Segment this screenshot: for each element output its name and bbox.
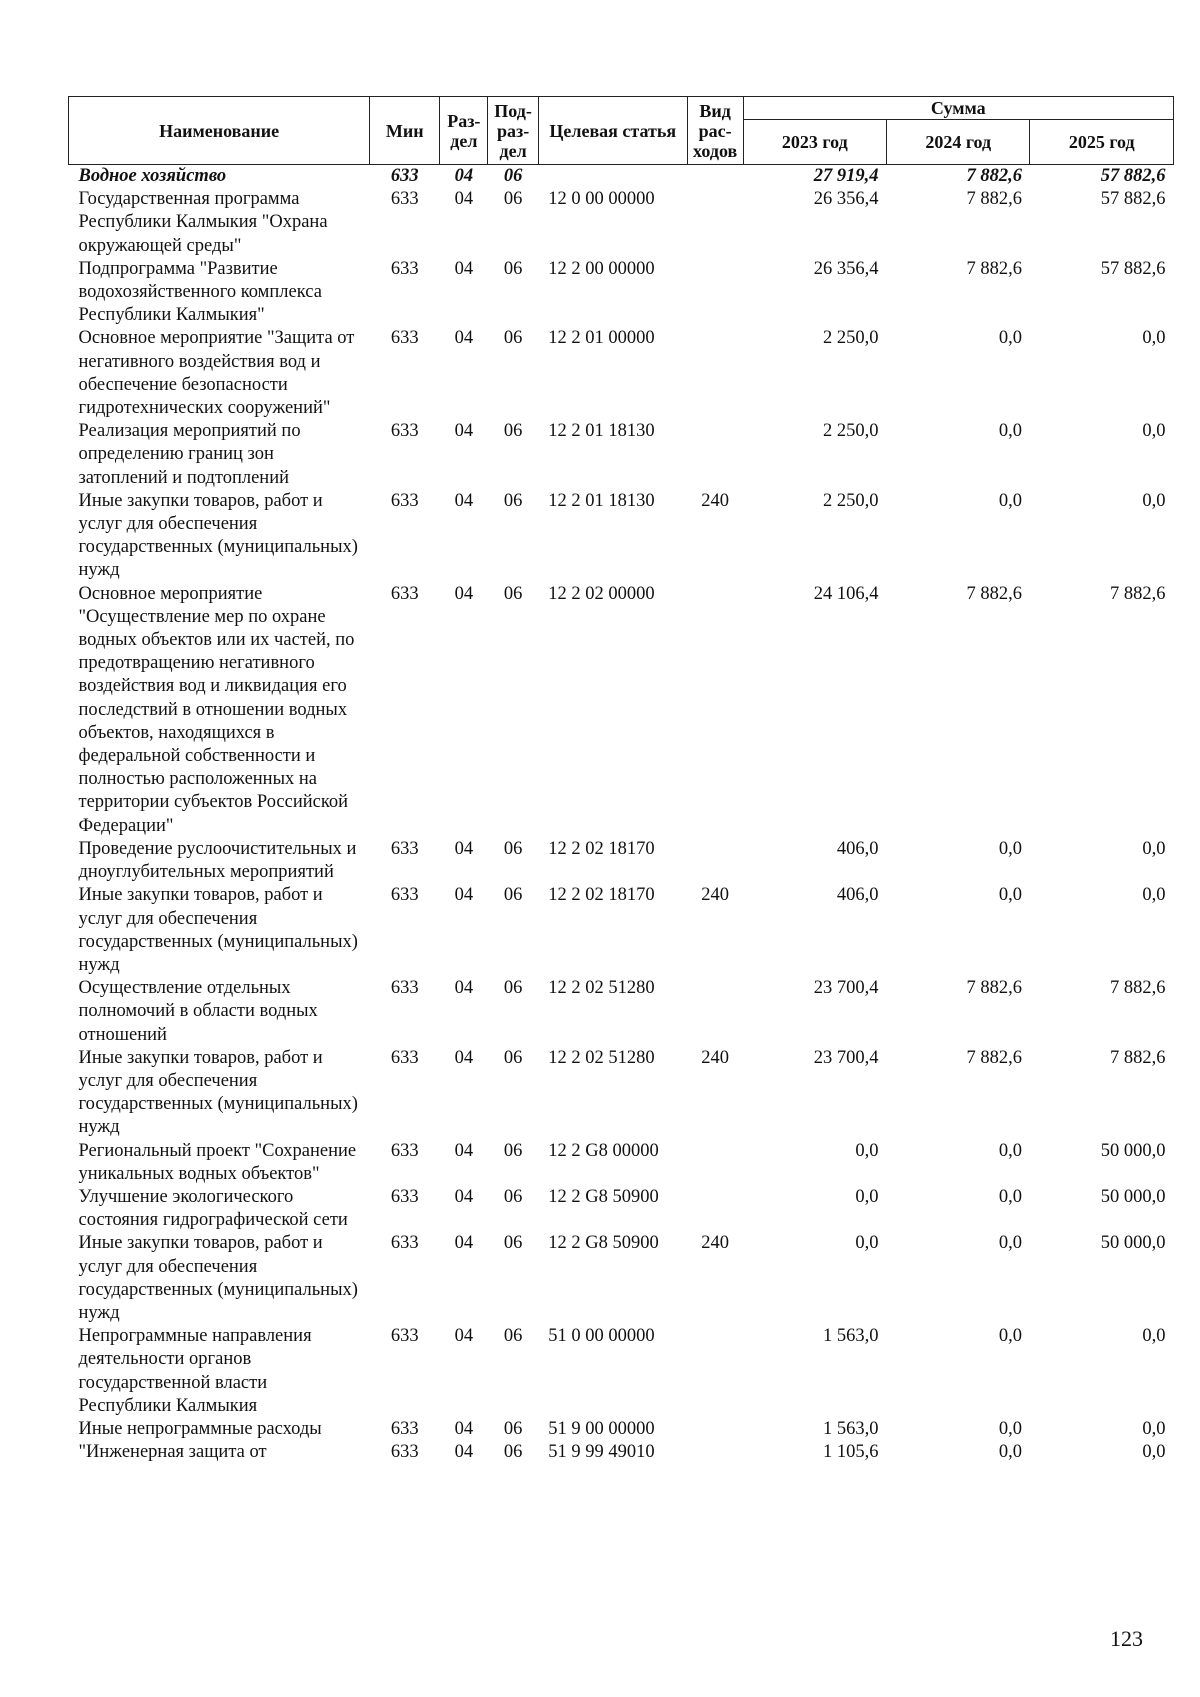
row-sum-2023: 2 250,0 <box>823 421 879 442</box>
row-razdel: 04 <box>454 1442 474 1463</box>
row-name: Иные закупки товаров, работ и услуг для обеспечения государственных (муниципальных) нужд <box>78 490 358 581</box>
row-min: 633 <box>390 583 419 604</box>
row-name: Осуществление отдельных полномочий в области водных отношений <box>78 978 318 1045</box>
row-vid-rashodov <box>687 165 743 189</box>
table-header <box>69 97 1174 165</box>
row-sum-2023: 0,0 <box>855 1186 879 1207</box>
row-razdel: 04 <box>454 1140 474 1161</box>
table-row <box>69 583 1174 838</box>
row-name: Государственная программа Республики Калмыкия "Охрана окружающей среды" <box>78 189 328 256</box>
row-sum-2023: 406,0 <box>836 838 879 859</box>
row-sum-2025: 50 000,0 <box>1100 1186 1166 1207</box>
row-razdel: 04 <box>454 490 474 511</box>
row-sum-2025: 57 882,6 <box>1100 258 1166 279</box>
row-sum-2023: 1 105,6 <box>823 1442 879 1463</box>
header-year-2025: 2025 год <box>1030 120 1174 165</box>
page-number: 123 <box>1110 1626 1143 1651</box>
table-row <box>69 327 1174 420</box>
row-name: Водное хозяйство <box>78 166 227 186</box>
table-row <box>69 1441 1174 1464</box>
row-sum-2023: 24 106,4 <box>813 583 879 604</box>
row-sum-2025: 0,0 <box>1142 1418 1166 1439</box>
row-sum-2023: 26 356,4 <box>813 189 879 210</box>
row-sum-2024: 0,0 <box>998 328 1022 349</box>
row-sum-2024: 0,0 <box>998 1418 1022 1439</box>
row-sum-2024: 0,0 <box>998 1140 1022 1161</box>
row-min: 633 <box>390 885 419 906</box>
table-row <box>69 1140 1174 1186</box>
row-podrazdel: 06 <box>503 1047 523 1068</box>
row-tselevaya-statya: 12 2 02 51280 <box>548 978 655 999</box>
header-tselevaya-statya: Целевая статья <box>538 97 687 165</box>
row-min: 633 <box>390 838 419 859</box>
row-min: 633 <box>390 166 419 186</box>
budget-table-page <box>68 96 1174 1464</box>
row-razdel: 04 <box>454 978 474 999</box>
row-podrazdel: 06 <box>503 978 523 999</box>
row-razdel: 04 <box>454 421 474 442</box>
row-name: "Инженерная защита от <box>78 1442 267 1463</box>
row-vid-rashodov <box>687 1441 743 1464</box>
row-sum-2023: 406,0 <box>836 885 879 906</box>
row-sum-2024: 0,0 <box>998 490 1022 511</box>
row-vid-rashodov <box>687 327 743 420</box>
row-podrazdel: 06 <box>503 1140 523 1161</box>
row-vid-rashodov <box>687 1325 743 1418</box>
row-podrazdel: 06 <box>503 1326 523 1347</box>
row-vid-rashodov <box>687 188 743 258</box>
row-vid-rashodov <box>687 1418 743 1441</box>
row-min: 633 <box>390 1233 419 1254</box>
budget-table <box>68 96 1174 1464</box>
row-sum-2024: 0,0 <box>998 1442 1022 1463</box>
table-row <box>69 1418 1174 1441</box>
row-tselevaya-statya: 12 2 01 18130 <box>548 490 655 511</box>
row-podrazdel: 06 <box>503 838 523 859</box>
row-razdel: 04 <box>454 189 474 210</box>
row-sum-2024: 0,0 <box>998 838 1022 859</box>
row-sum-2023: 27 919,4 <box>813 166 879 186</box>
row-name: Региональный проект "Сохранение уникальных водных объектов" <box>78 1140 357 1184</box>
row-vid-rashodov <box>687 583 743 838</box>
row-min: 633 <box>390 1442 419 1463</box>
row-tselevaya-statya: 12 0 00 00000 <box>548 189 655 210</box>
row-sum-2024: 7 882,6 <box>966 258 1022 279</box>
row-sum-2025: 50 000,0 <box>1100 1233 1166 1254</box>
row-sum-2023: 0,0 <box>855 1140 879 1161</box>
row-sum-2025: 50 000,0 <box>1100 1140 1166 1161</box>
row-tselevaya-statya: 12 2 02 00000 <box>548 583 655 604</box>
row-tselevaya-statya <box>538 165 687 189</box>
row-podrazdel: 06 <box>503 328 523 349</box>
row-razdel: 04 <box>454 885 474 906</box>
row-name: Проведение руслоочистительных и дноуглубительных мероприятий <box>78 838 357 883</box>
row-tselevaya-statya: 51 0 00 00000 <box>548 1326 655 1347</box>
row-sum-2025: 0,0 <box>1142 421 1166 442</box>
table-body <box>69 165 1174 1465</box>
row-podrazdel: 06 <box>503 1442 523 1463</box>
table-row <box>69 258 1174 328</box>
row-tselevaya-statya: 12 2 G8 50900 <box>548 1186 659 1207</box>
row-min: 633 <box>390 1326 419 1347</box>
row-min: 633 <box>390 978 419 999</box>
row-sum-2025: 0,0 <box>1142 1442 1166 1463</box>
row-sum-2025: 7 882,6 <box>1110 1047 1166 1068</box>
row-podrazdel: 06 <box>503 1186 523 1207</box>
row-sum-2023: 23 700,4 <box>813 978 879 999</box>
row-min: 633 <box>390 328 419 349</box>
row-podrazdel: 06 <box>503 166 523 186</box>
table-row <box>69 188 1174 258</box>
row-sum-2025: 7 882,6 <box>1110 583 1166 604</box>
row-min: 633 <box>390 1047 419 1068</box>
table-row <box>69 884 1174 977</box>
row-min: 633 <box>390 258 419 279</box>
table-row <box>69 490 1174 583</box>
table-row <box>69 1186 1174 1232</box>
header-name: Наименование <box>69 97 370 165</box>
table-row <box>69 1047 1174 1140</box>
row-name: Основное мероприятие "Защита от негативного воздействия вод и обеспечение безопасности гидротехнических сооружений" <box>78 328 355 419</box>
row-razdel: 04 <box>454 1047 474 1068</box>
row-vid-rashodov <box>687 258 743 328</box>
row-sum-2024: 0,0 <box>998 1186 1022 1207</box>
row-vid-rashodov <box>687 1186 743 1232</box>
row-name: Иные закупки товаров, работ и услуг для обеспечения государственных (муниципальных) нужд <box>78 885 358 975</box>
row-vid-rashodov: 240 <box>701 885 730 906</box>
row-sum-2023: 26 356,4 <box>813 258 879 279</box>
row-sum-2023: 2 250,0 <box>823 490 879 511</box>
row-name: Иные закупки товаров, работ и услуг для обеспечения государственных (муниципальных) нужд <box>78 1233 358 1323</box>
row-sum-2024: 7 882,6 <box>966 189 1022 210</box>
row-sum-2024: 7 882,6 <box>966 583 1022 604</box>
row-sum-2023: 1 563,0 <box>823 1326 879 1347</box>
row-sum-2025: 0,0 <box>1142 885 1166 906</box>
row-tselevaya-statya: 51 9 00 00000 <box>548 1418 655 1439</box>
row-min: 633 <box>390 1418 419 1439</box>
row-sum-2024: 0,0 <box>998 1233 1022 1254</box>
row-name: Непрограммные направления деятельности органов государственной власти Республики Калмыкия <box>78 1326 312 1416</box>
row-tselevaya-statya: 12 2 00 00000 <box>548 258 655 279</box>
row-name: Улучшение экологического состояния гидрографической сети <box>78 1186 348 1231</box>
table-row <box>69 838 1174 884</box>
header-summa: Сумма <box>743 97 1173 120</box>
header-year-2024: 2024 год <box>887 120 1030 165</box>
row-razdel: 04 <box>454 583 474 604</box>
row-tselevaya-statya: 12 2 G8 00000 <box>548 1140 659 1161</box>
row-podrazdel: 06 <box>503 421 523 442</box>
row-razdel: 04 <box>454 1326 474 1347</box>
row-min: 633 <box>390 421 419 442</box>
row-sum-2025: 0,0 <box>1142 1326 1166 1347</box>
row-podrazdel: 06 <box>503 583 523 604</box>
row-tselevaya-statya: 12 2 01 18130 <box>548 421 655 442</box>
row-min: 633 <box>390 1186 419 1207</box>
row-tselevaya-statya: 12 2 G8 50900 <box>548 1233 659 1254</box>
row-sum-2024: 7 882,6 <box>966 166 1022 186</box>
row-sum-2025: 57 882,6 <box>1100 189 1166 210</box>
row-razdel: 04 <box>454 258 474 279</box>
row-tselevaya-statya: 12 2 01 00000 <box>548 328 655 349</box>
row-sum-2025: 0,0 <box>1142 490 1166 511</box>
row-sum-2023: 23 700,4 <box>813 1047 879 1068</box>
header-year-2023: 2023 год <box>743 120 886 165</box>
row-name: Иные непрограммные расходы <box>78 1418 322 1439</box>
row-sum-2023: 0,0 <box>855 1233 879 1254</box>
row-name: Подпрограмма "Развитие водохозяйственного комплекса Республики Калмыкия" <box>78 258 322 326</box>
row-podrazdel: 06 <box>503 258 523 279</box>
header-vid-rashodov: Вид рас-ходов <box>687 97 743 165</box>
row-podrazdel: 06 <box>503 490 523 511</box>
row-tselevaya-statya: 12 2 02 51280 <box>548 1047 655 1068</box>
row-sum-2024: 0,0 <box>998 1326 1022 1347</box>
row-razdel: 04 <box>454 166 474 186</box>
table-row <box>69 420 1174 490</box>
row-vid-rashodov <box>687 977 743 1047</box>
row-vid-rashodov <box>687 1140 743 1186</box>
row-razdel: 04 <box>454 328 474 349</box>
row-vid-rashodov <box>687 838 743 884</box>
row-sum-2025: 0,0 <box>1142 838 1166 859</box>
row-sum-2025: 7 882,6 <box>1110 978 1166 999</box>
row-sum-2025: 0,0 <box>1142 328 1166 349</box>
row-sum-2024: 0,0 <box>998 885 1022 906</box>
table-row <box>69 165 1174 189</box>
row-tselevaya-statya: 51 9 99 49010 <box>548 1442 655 1463</box>
row-podrazdel: 06 <box>503 1418 523 1439</box>
row-razdel: 04 <box>454 838 474 859</box>
table-row <box>69 1232 1174 1325</box>
header-podrazdel: Под-раз-дел <box>488 97 538 165</box>
row-sum-2024: 0,0 <box>998 421 1022 442</box>
row-name: Основное мероприятие "Осуществление мер по охране водных объектов или их частей, по предотвращению негативного воздействия вод и ликвидация его последствий в отношении водных объектов, находящихся в федеральной собственности и полностью расположенных на территории субъектов Российской Федерации" <box>78 583 355 836</box>
row-sum-2023: 1 563,0 <box>823 1418 879 1439</box>
row-tselevaya-statya: 12 2 02 18170 <box>548 838 655 859</box>
row-min: 633 <box>390 189 419 210</box>
table-row <box>69 1325 1174 1418</box>
row-podrazdel: 06 <box>503 189 523 210</box>
row-sum-2023: 2 250,0 <box>823 328 879 349</box>
row-name: Иные закупки товаров, работ и услуг для обеспечения государственных (муниципальных) нужд <box>78 1047 358 1138</box>
row-razdel: 04 <box>454 1233 474 1254</box>
row-min: 633 <box>390 1140 419 1161</box>
row-vid-rashodov: 240 <box>701 490 730 511</box>
row-vid-rashodov: 240 <box>701 1047 730 1068</box>
row-vid-rashodov: 240 <box>701 1233 730 1254</box>
row-razdel: 04 <box>454 1186 474 1207</box>
row-min: 633 <box>390 490 419 511</box>
table-row <box>69 977 1174 1047</box>
header-min: Мин <box>370 97 440 165</box>
row-podrazdel: 06 <box>503 885 523 906</box>
row-podrazdel: 06 <box>503 1233 523 1254</box>
row-sum-2025: 57 882,6 <box>1100 166 1166 186</box>
row-vid-rashodov <box>687 420 743 490</box>
row-name: Реализация мероприятий по определению границ зон затоплений и подтоплений <box>78 421 301 488</box>
header-razdel: Раз-дел <box>440 97 488 165</box>
row-sum-2024: 7 882,6 <box>966 1047 1022 1068</box>
row-sum-2024: 7 882,6 <box>966 978 1022 999</box>
row-razdel: 04 <box>454 1418 474 1439</box>
row-tselevaya-statya: 12 2 02 18170 <box>548 885 655 906</box>
